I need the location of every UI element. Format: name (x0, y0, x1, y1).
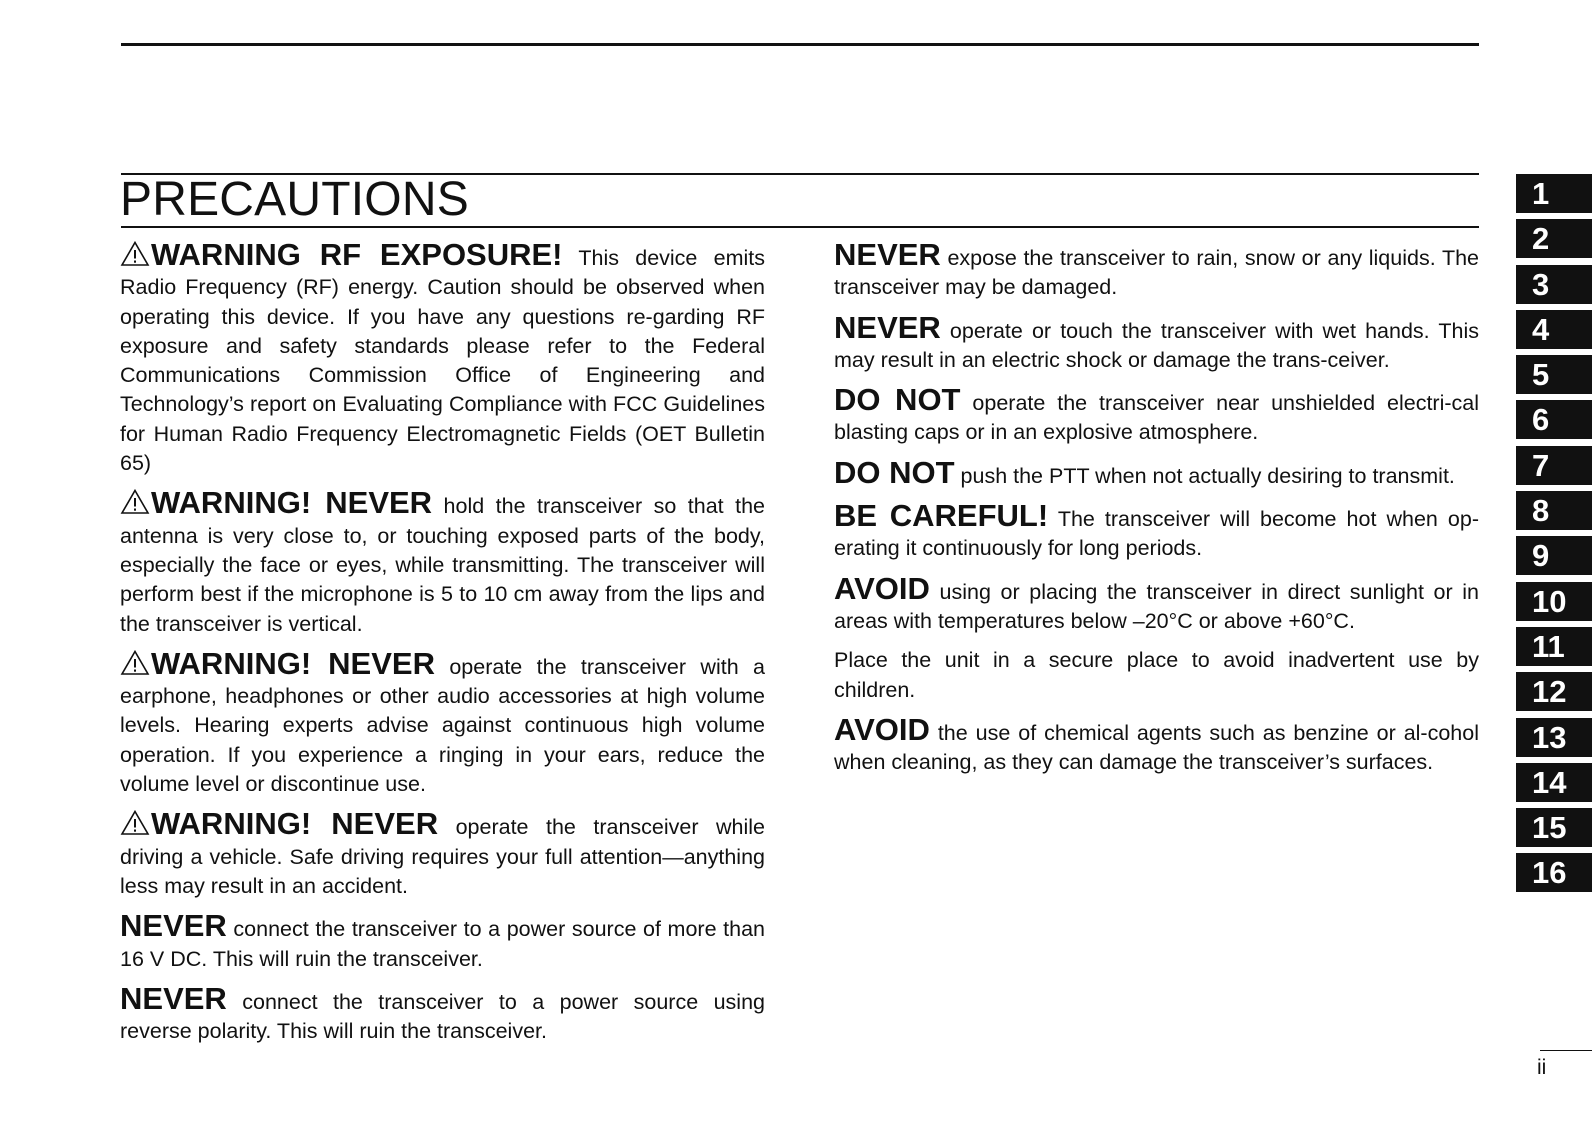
precaution-text: operate the transceiver with a earphone, headphones or other audio accessories at high volume levels. Hearing experts advise against continuous high volume operation. If you experience a ringing in your ears, reduce the volume level or discontinue use. (120, 654, 765, 797)
precaution-text: hold the transceiver so that the antenna is very close to, or touching exposed parts of the body, especially the face or eyes, while transmitting. The transceiver will perform best if the microphone is 5 to 10 cm away from the lips and the transceiver is vertical. (120, 494, 765, 636)
footer-rule (1540, 1050, 1592, 1051)
precaution-paragraph (834, 570, 1479, 637)
precaution-paragraph (834, 382, 1479, 448)
precaution-paragraph (834, 646, 1479, 705)
precaution-text: Place the unit in a secure place to avoid inadvertent use by children. (834, 648, 1479, 702)
warning-triangle-icon (120, 488, 150, 515)
precaution-lead: AVOID (834, 711, 930, 747)
warning-triangle-icon (120, 240, 150, 267)
precaution-paragraph (120, 806, 765, 901)
precaution-paragraph (120, 237, 765, 478)
precaution-paragraph (834, 711, 1479, 778)
precaution-lead: WARNING! NEVER (151, 645, 435, 681)
page-number: ii (1537, 1056, 1547, 1079)
precaution-text: using or placing the transceiver in direct sunlight or in areas with temperatures below –20°C or above +60°C. (834, 579, 1479, 633)
chapter-tab-6[interactable]: 6 (1516, 400, 1592, 439)
precaution-text: push the PTT when not actually desiring to transmit. (954, 463, 1455, 488)
chapter-tab-4[interactable]: 4 (1516, 310, 1592, 349)
precaution-lead: DO NOT (834, 382, 961, 418)
precaution-text: The transceiver will become hot when op-erating it continuously for long periods. (834, 507, 1479, 561)
chapter-tab-9[interactable]: 9 (1516, 536, 1592, 575)
precaution-lead: NEVER (120, 908, 227, 944)
chapter-tab-8[interactable]: 8 (1516, 491, 1592, 530)
header-rule (121, 43, 1479, 46)
title-rule-bottom (121, 226, 1479, 228)
precaution-text: connect the transceiver to a power source of more than 16 V DC. This will ruin the transceiver. (120, 917, 765, 971)
chapter-tabs (1516, 174, 1592, 899)
precaution-text: connect the transceiver to a power source using reverse polarity. This will ruin the transceiver. (120, 989, 765, 1044)
left-column (120, 237, 765, 1056)
precaution-lead: AVOID (834, 570, 930, 606)
precaution-text: expose the transceiver to rain, snow or any liquids. The transceiver may be damaged. (834, 246, 1479, 300)
precaution-text: This device emits Radio Frequency (RF) energy. Caution should be observed when operating this device. If you have any questions re-garding RF exposure and safety standards please refer to the Federal Communications Commission Office of Engineering and Technology’s report on Evaluating Compliance with FCC Guidelines for Human Radio Frequency Electromagnetic Fields (OET Bulletin 65) (120, 246, 765, 476)
precaution-lead: WARNING! NEVER (151, 806, 439, 842)
page-title: PRECAUTIONS (120, 173, 469, 226)
precaution-text: operate or touch the transceiver with wet hands. This may result in an electric shock or damage the trans-ceiver. (834, 318, 1479, 372)
chapter-tab-16[interactable]: 16 (1516, 853, 1592, 892)
precaution-lead: NEVER (834, 237, 941, 272)
precaution-text: operate the transceiver near unshielded electri-cal blasting caps or in an explosive atmosphere. (834, 391, 1479, 445)
chapter-tab-5[interactable]: 5 (1516, 355, 1592, 394)
precaution-text: operate the transceiver while driving a vehicle. Safe driving requires your full attention—anything less may result in an accident. (120, 815, 765, 898)
chapter-tab-13[interactable]: 13 (1516, 718, 1592, 757)
chapter-tab-12[interactable]: 12 (1516, 672, 1592, 711)
precaution-lead: WARNING! NEVER (151, 485, 433, 521)
precaution-paragraph (834, 454, 1479, 491)
precaution-text: the use of chemical agents such as benzine or al-cohol when cleaning, as they can damage the transceiver’s surfaces. (834, 720, 1479, 775)
precaution-paragraph (120, 908, 765, 974)
warning-triangle-icon (120, 809, 150, 836)
chapter-tab-2[interactable]: 2 (1516, 219, 1592, 258)
precaution-paragraph (834, 309, 1479, 376)
right-column (834, 237, 1479, 787)
warning-triangle-icon (120, 649, 150, 676)
chapter-tab-10[interactable]: 10 (1516, 582, 1592, 621)
precaution-paragraph (120, 980, 765, 1047)
chapter-tab-11[interactable]: 11 (1516, 627, 1592, 666)
precaution-paragraph (120, 645, 765, 799)
chapter-tab-7[interactable]: 7 (1516, 446, 1592, 485)
chapter-tab-3[interactable]: 3 (1516, 265, 1592, 304)
precaution-paragraph (120, 485, 765, 638)
precaution-lead: WARNING RF EXPOSURE! (151, 237, 563, 272)
precaution-lead: NEVER (834, 309, 941, 345)
precaution-paragraph (834, 237, 1479, 303)
precaution-lead: BE CAREFUL! (834, 498, 1049, 534)
chapter-tab-14[interactable]: 14 (1516, 763, 1592, 802)
precaution-lead: DO NOT (834, 454, 955, 490)
precaution-paragraph (834, 498, 1479, 564)
precaution-lead: NEVER (120, 980, 227, 1016)
chapter-tab-15[interactable]: 15 (1516, 808, 1592, 847)
chapter-tab-1[interactable]: 1 (1516, 174, 1592, 213)
